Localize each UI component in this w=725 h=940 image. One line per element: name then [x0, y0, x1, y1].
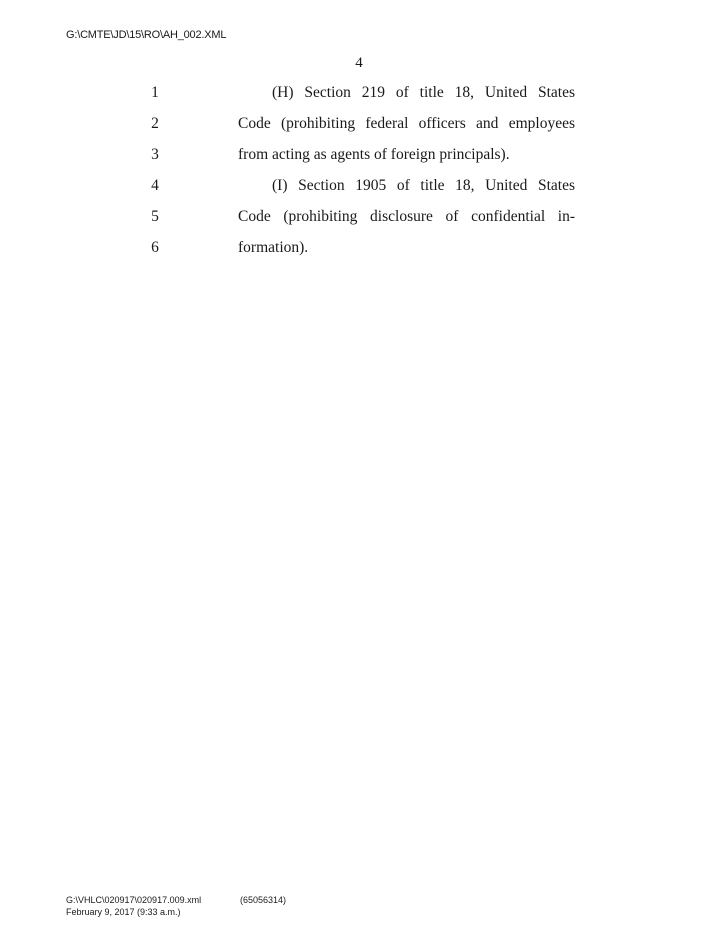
line-number: 1	[151, 84, 159, 101]
footer-date: February 9, 2017 (9:33 a.m.)	[66, 907, 181, 917]
line-text: Code (prohibiting federal officers and employees	[238, 115, 575, 132]
footer-doc-code: (65056314)	[240, 895, 287, 905]
line-text: formation).	[238, 239, 309, 256]
line-text: Code (prohibiting disclosure of confidential in-	[238, 208, 575, 225]
bill-line	[0, 144, 725, 175]
bill-line	[0, 82, 725, 113]
line-text: from acting as agents of foreign principals).	[238, 146, 510, 163]
bill-line	[0, 237, 725, 268]
bill-text	[0, 82, 725, 268]
line-number: 5	[151, 208, 159, 225]
line-number: 6	[151, 239, 159, 256]
bill-line	[0, 206, 725, 237]
footer-file-path: G:\VHLC\020917\020917.009.xml	[66, 895, 202, 905]
line-text: (I) Section 1905 of title 18, United States	[272, 177, 575, 194]
line-number: 3	[151, 146, 159, 163]
bill-line	[0, 175, 725, 206]
line-text: (H) Section 219 of title 18, United States	[272, 84, 575, 101]
line-number: 4	[151, 177, 159, 194]
header-file-path: G:\CMTE\JD\15\RO\AH_002.XML	[66, 29, 227, 41]
line-number: 2	[151, 115, 159, 132]
footer	[66, 894, 287, 918]
bill-line	[0, 113, 725, 144]
page-number: 4	[355, 55, 363, 71]
